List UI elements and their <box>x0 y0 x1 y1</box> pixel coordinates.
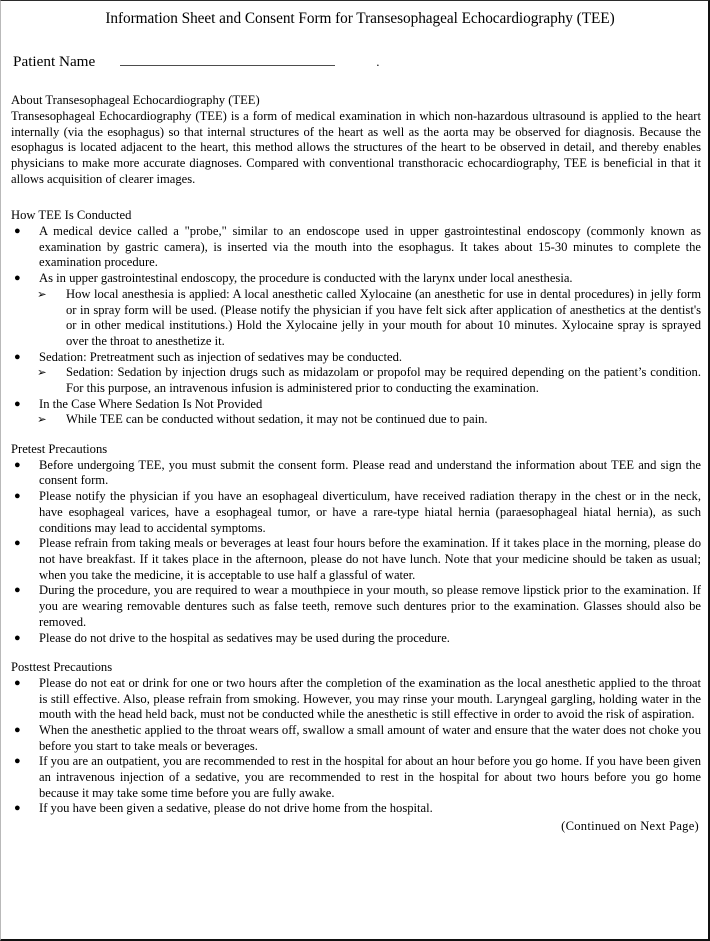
list-item-text: As in upper gastrointestinal endoscopy, the procedure is conducted with the larynx under local anesthesia. <box>39 271 573 286</box>
list-item <box>10 397 701 413</box>
list-item-text: In the Case Where Sedation Is Not Provided <box>39 396 263 411</box>
list-item <box>10 754 701 801</box>
list-item <box>10 458 701 489</box>
list-item-text: A medical device called a "probe," similar to an endoscope used in upper gastrointestinal endoscopy (commonly known as examination by gastric camera), is inserted via the mouth into the esophagus. It takes about 15-30 minutes to complete the examination procedure. <box>39 224 701 270</box>
disc-bullet-icon: ● <box>14 537 21 550</box>
list-item <box>10 350 701 366</box>
section-pretest-precautions <box>10 442 701 646</box>
list-pretest-precautions <box>10 458 701 646</box>
document-body <box>10 93 702 835</box>
list-item-sub <box>10 412 701 428</box>
list-item-text: If you have been given a sedative, please do not drive home from the hospital. <box>39 801 433 816</box>
list-item <box>10 224 701 271</box>
disc-bullet-icon: ● <box>14 802 21 815</box>
patient-name-input[interactable] <box>120 53 335 66</box>
list-how-conducted <box>10 224 701 428</box>
disc-bullet-icon: ● <box>14 584 21 597</box>
list-item-text: If you are an outpatient, you are recommended to rest in the hospital for about an hour before you go home. If you have been given an intravenous injection of a sedative, you are recommended to rest in the hospital for about two hours before you go home because it may take some time before you are fully awake. <box>39 754 701 800</box>
section-posttest-precautions <box>10 660 701 817</box>
section-heading-about: About Transesophageal Echocardiography (TEE) <box>11 93 260 108</box>
list-item-sub <box>10 287 701 350</box>
list-item <box>10 583 701 630</box>
patient-name-trailing-mark: . <box>376 54 380 70</box>
list-item <box>10 801 701 817</box>
section-how-tee-is-conducted <box>10 208 701 428</box>
section-heading-how-conducted: How TEE Is Conducted <box>11 208 132 223</box>
list-item-text: Before undergoing TEE, you must submit the consent form. Please read and understand the information about TEE and sign the consent form. <box>39 457 701 488</box>
arrow-bullet-icon: ➢ <box>37 412 47 427</box>
disc-bullet-icon: ● <box>14 755 21 768</box>
patient-name-label: Patient Name <box>13 53 96 71</box>
about-paragraph: Transesophageal Echocardiography (TEE) is a form of medical examination in which non-hazardous ultrasound is applied to the heart internally (via the esophagus) so that internal structures of the heart as well as the aorta may be observed for diagnosis. Because the esophagus is located adjacent to the heart, this method allows the structures of the heart to be observed in detail, and thereby enables physicians to make more accurate diagnoses. Compared with conventional transthoracic echocardiography, TEE is beneficial in that it allows acquisition of clearer images. <box>11 108 701 186</box>
disc-bullet-icon: ● <box>14 458 21 471</box>
disc-bullet-icon: ● <box>14 490 21 503</box>
list-item-text: Sedation: Pretreatment such as injection of sedatives may be conducted. <box>39 349 403 364</box>
continued-footer: (Continued on Next Page) <box>561 819 699 834</box>
page-title: Information Sheet and Consent Form for Transesophageal Echocardiography (TEE) <box>105 10 615 27</box>
disc-bullet-icon: ● <box>14 350 21 363</box>
section-heading-pretest: Pretest Precautions <box>11 442 108 457</box>
list-item-sub <box>10 365 701 396</box>
list-item <box>10 489 701 536</box>
spacer <box>10 646 701 660</box>
list-item <box>10 676 701 723</box>
list-item-text: How local anesthesia is applied: A local anesthetic called Xylocaine (an anesthetic for use in dental procedures) in jelly form or in spray form will be used. (Please notify the physician if you have felt sick after application of anesthetics at the dentist's or in other medical institutions.) Hold the Xylocaine jelly in your mouth for about 10 minutes. Xylocaine spray is sprayed over the throat to anesthetize it. <box>66 286 701 348</box>
list-item-text: Please notify the physician if you have an esophageal diverticulum, have received radiation therapy in the chest or in the neck, have esophageal varices, have a esophageal tumor, or have a rare-type hiatal hernia (paraesophageal hiatal hernia), as such conditions may lead to accidental symptoms. <box>39 489 701 535</box>
patient-name-row <box>10 53 702 71</box>
disc-bullet-icon: ● <box>14 723 21 736</box>
list-item-text: Please do not eat or drink for one or two hours after the completion of the examination as the local anesthetic applied to the throat is still effective. Also, please refrain from smoking. However, you may rinse your mouth. Laryngeal gargling, holding water in the mouth with the head held back, must not be conducted while the anesthetic is still effective in order to avoid the risk of aspiration. <box>39 675 701 722</box>
list-item-text: While TEE can be conducted without sedation, it may not be continued due to pain. <box>66 412 488 427</box>
disc-bullet-icon: ● <box>14 397 21 410</box>
list-posttest-precautions <box>10 676 701 817</box>
list-item-text: During the procedure, you are required to wear a mouthpiece in your mouth, so please remove lipstick prior to the examination. If you are wearing removable dentures such as false teeth, remove such dentures prior to the examination. Glasses should also be removed. <box>39 583 701 629</box>
section-heading-posttest: Posttest Precautions <box>11 660 113 675</box>
spacer <box>10 428 701 442</box>
list-item <box>10 631 701 647</box>
list-item-text: Sedation: Sedation by injection drugs such as midazolam or propofol may be required depending on the patient’s condition. For this purpose, an intravenous infusion is administered prior to conducting the examination. <box>66 365 701 396</box>
list-item-text: Please refrain from taking meals or beverages at least four hours before the examination. If it takes place in the morning, please do not have breakfast. If it takes place in the afternoon, please do not have lunch. Note that your medicine should be taken as usual; when you take the medicine, it is acceptable to use half a glassful of water. <box>39 536 701 582</box>
page-content <box>10 1 702 940</box>
arrow-bullet-icon: ➢ <box>37 365 47 380</box>
list-item-text: When the anesthetic applied to the throat wears off, swallow a small amount of water and ensure that the water does not choke you before you start to take meals or beverages. <box>39 722 701 753</box>
arrow-bullet-icon: ➢ <box>37 286 47 301</box>
list-item <box>10 536 701 583</box>
disc-bullet-icon: ● <box>14 631 21 644</box>
list-item-text: Please do not drive to the hospital as sedatives may be used during the procedure. <box>39 630 450 645</box>
section-about-tee <box>10 93 701 187</box>
spacer <box>10 187 701 208</box>
list-item <box>10 271 701 287</box>
disc-bullet-icon: ● <box>14 272 21 285</box>
list-item <box>10 723 701 754</box>
disc-bullet-icon: ● <box>14 225 21 238</box>
disc-bullet-icon: ● <box>14 676 21 689</box>
